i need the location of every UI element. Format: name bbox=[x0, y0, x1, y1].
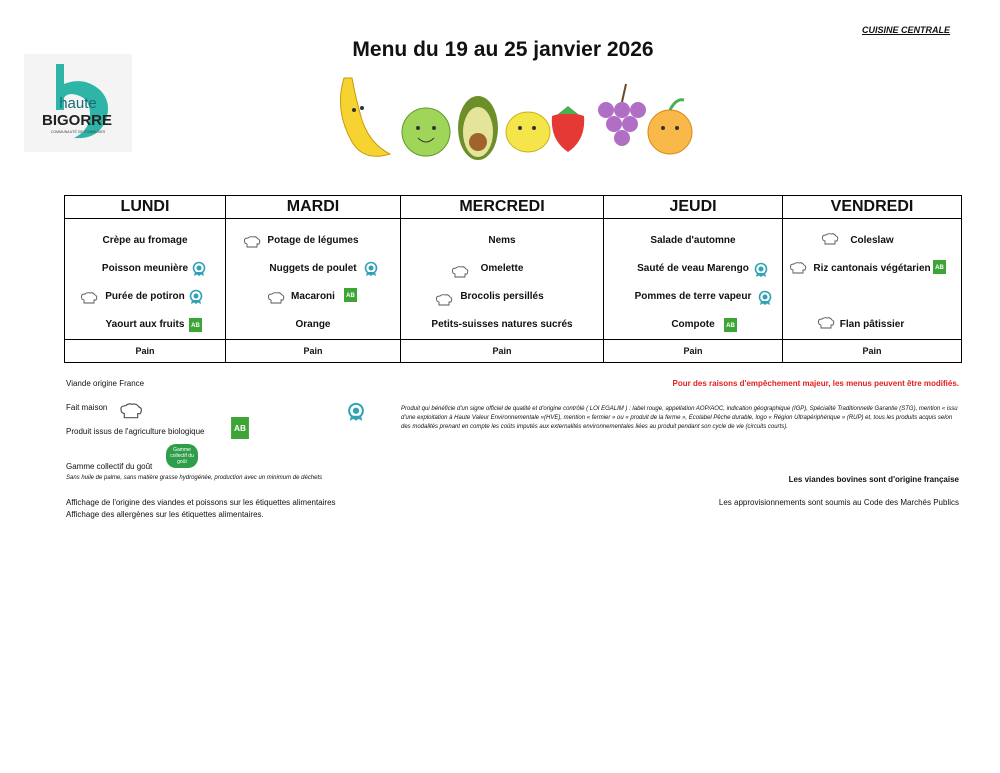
weekly-menu-table bbox=[64, 195, 962, 363]
dish-jeudi-3 bbox=[604, 283, 782, 311]
marches-notice: Les approvisionnements sont soumis au Code des Marchés Publics bbox=[718, 498, 959, 507]
dish-label: Purée de potiron bbox=[105, 291, 185, 302]
haute-bigorre-logo bbox=[24, 54, 132, 152]
dish-mardi-2 bbox=[226, 255, 400, 283]
dish-label: Potage de légumes bbox=[267, 235, 359, 246]
dish-vendredi-4 bbox=[783, 311, 961, 339]
chef-hat-icon bbox=[243, 236, 261, 248]
egalim-notice: Produit qui bénéficie d'un signe officiel de qualité et d'origine contrôlé ( LOI EGALIM ) : label rouge, appellation AOP/AOC, indication géographique (IGP), Spécialité Traditionnelle Garantie (STG), mention « issu d'une exploitation à Haute Valeur Environnementale »(HVE), mention « fermier » ou « produit de la ferme », Ecolabel Pêche durable, logo « Région Ultrapériphérique » (RUP) et, tous les produits acquis selon des modalités prenant en compte les coûts imputés aux externalités environnementales liées au produit pendant son cycle de vie (circuits courts). bbox=[401, 406, 958, 430]
svg-text:AB: AB bbox=[726, 323, 735, 329]
day-column-mardi bbox=[226, 219, 401, 340]
pain-jeudi: Pain bbox=[604, 339, 782, 362]
dish-label: Salade d'automne bbox=[650, 235, 736, 246]
dish-jeudi-2 bbox=[604, 255, 782, 283]
day-column-vendredi bbox=[783, 219, 962, 340]
service-label: CUISINE CENTRALE bbox=[862, 25, 951, 35]
organic-ab-icon bbox=[189, 318, 202, 332]
dish-label: Poisson meunière bbox=[101, 263, 189, 274]
dish-label: Orange bbox=[295, 319, 331, 330]
legend-gamme-note: Sans huile de palme, sans matière grasse hydrogénée, production avec un minimum de déchets bbox=[66, 475, 323, 481]
dish-label: Sauté de veau Marengo bbox=[637, 263, 749, 274]
legend-affichage-allergenes: Affichage des allergènes sur les étiquettes alimentaires. bbox=[66, 510, 264, 519]
dish-mercredi-4 bbox=[401, 311, 603, 339]
fruits-illustration bbox=[330, 70, 705, 170]
dish-mercredi-1 bbox=[401, 227, 603, 255]
day-column-mercredi bbox=[401, 219, 604, 340]
day-header-vendredi: VENDREDI bbox=[783, 196, 962, 219]
svg-text:AB: AB bbox=[234, 423, 246, 433]
pain-mardi: Pain bbox=[226, 339, 400, 362]
day-column-jeudi bbox=[604, 219, 783, 340]
dish-mercredi-2 bbox=[401, 255, 603, 283]
logo-tagline: COMMUNAUTÉ DE COMMUNES bbox=[50, 130, 106, 134]
pain-mercredi: Pain bbox=[401, 339, 603, 362]
legend-viande: Viande origine France bbox=[66, 379, 145, 388]
legend-fait-maison: Fait maison bbox=[66, 403, 108, 412]
dish-lundi-3 bbox=[65, 283, 225, 311]
dish-label: Yaourt aux fruits bbox=[105, 319, 185, 330]
quality-label-icon bbox=[363, 261, 379, 277]
warning-notice: Pour des raisons d'empêchement majeur, les menus peuvent être modifiés. bbox=[672, 379, 959, 388]
organic-ab-icon bbox=[724, 318, 737, 332]
dish-label: Compote bbox=[671, 319, 715, 330]
day-header-jeudi: JEUDI bbox=[604, 196, 783, 219]
legend-bio: Produit issus de l'agriculture biologique bbox=[66, 427, 205, 436]
chef-hat-icon bbox=[435, 294, 453, 306]
dish-vendredi-3 bbox=[783, 283, 961, 311]
chef-hat-icon bbox=[821, 233, 839, 245]
chef-hat-icon bbox=[451, 266, 469, 278]
dish-jeudi-4 bbox=[604, 311, 782, 339]
dish-lundi-2 bbox=[65, 255, 225, 283]
dish-label: Crèpe au fromage bbox=[102, 235, 188, 246]
day-header-lundi: LUNDI bbox=[65, 196, 226, 219]
organic-ab-icon bbox=[231, 417, 249, 439]
dish-mardi-1 bbox=[226, 227, 400, 255]
svg-text:AB: AB bbox=[935, 265, 944, 271]
dish-vendredi-2 bbox=[783, 255, 961, 283]
chef-hat-icon bbox=[118, 403, 144, 419]
dish-label: Omelette bbox=[480, 263, 524, 274]
dish-lundi-4 bbox=[65, 311, 225, 339]
legend-gamme: Gamme collectif du goût bbox=[66, 462, 153, 471]
pain-lundi: Pain bbox=[65, 339, 225, 362]
dish-label: Brocolis persillés bbox=[460, 291, 544, 302]
bovines-notice: Les viandes bovines sont d'origine française bbox=[788, 475, 959, 484]
quality-label-icon bbox=[346, 402, 366, 422]
quality-label-icon bbox=[757, 290, 773, 306]
organic-ab-icon bbox=[933, 260, 946, 274]
svg-text:AB: AB bbox=[346, 293, 355, 299]
quality-label-icon bbox=[753, 262, 769, 278]
page-title: Menu du 19 au 25 janvier 2026 bbox=[352, 38, 654, 61]
dish-mardi-4 bbox=[226, 311, 400, 339]
chef-hat-icon bbox=[80, 292, 98, 304]
chef-hat-icon bbox=[267, 292, 285, 304]
dish-label: Nuggets de poulet bbox=[269, 263, 357, 274]
dish-lundi-1 bbox=[65, 227, 225, 255]
dish-mercredi-3 bbox=[401, 283, 603, 311]
chef-hat-icon bbox=[789, 262, 807, 274]
day-header-mercredi: MERCREDI bbox=[401, 196, 604, 219]
day-header-mardi: MARDI bbox=[226, 196, 401, 219]
dish-label: Coleslaw bbox=[850, 235, 894, 246]
dish-label: Flan pâtissier bbox=[839, 319, 905, 330]
svg-text:AB: AB bbox=[191, 323, 200, 329]
chef-hat-icon bbox=[817, 317, 835, 329]
gamme-collectif-badge: Gamme collectif du goût bbox=[166, 444, 198, 468]
quality-label-icon bbox=[188, 289, 204, 305]
dish-mardi-3 bbox=[226, 283, 400, 311]
quality-label-icon bbox=[191, 261, 207, 277]
pain-vendredi: Pain bbox=[783, 339, 961, 362]
organic-ab-icon bbox=[344, 288, 357, 302]
logo-line1: haute bbox=[59, 95, 97, 112]
dish-label: Nems bbox=[488, 235, 516, 246]
dish-label: Petits-suisses natures sucrés bbox=[431, 319, 573, 330]
legend-affichage-origine: Affichage de l'origine des viandes et poissons sur les étiquettes alimentaires bbox=[66, 498, 336, 507]
dish-label: Macaroni bbox=[291, 291, 335, 302]
day-column-lundi bbox=[65, 219, 226, 340]
logo-line2: BIGORRE bbox=[41, 112, 113, 129]
dish-label: Pommes de terre vapeur bbox=[634, 291, 752, 302]
dish-label: Riz cantonais végétarien bbox=[813, 263, 931, 274]
dish-vendredi-1 bbox=[783, 227, 961, 255]
dish-jeudi-1 bbox=[604, 227, 782, 255]
